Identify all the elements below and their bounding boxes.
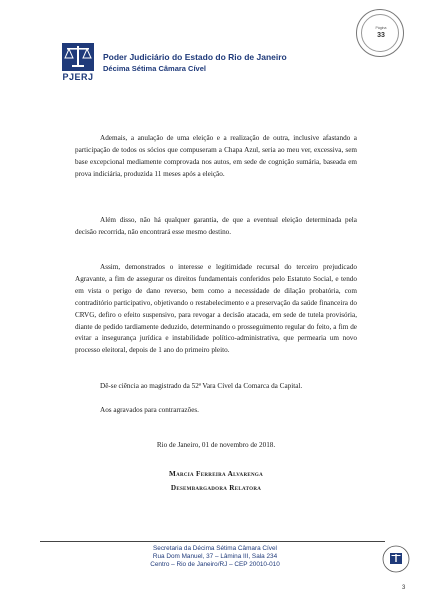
page-number: 3 bbox=[402, 585, 406, 591]
footer-line-3: Centro – Rio de Janeiro/RJ – CEP 20010-010 bbox=[150, 561, 280, 568]
paragraph-1: Ademais, a anulação de uma eleição e a realização de outra, inclusive afastando a participação de todos os sócios que compuseram a Chapa Azul, seria ao meu ver, excessiva, sem base excepcional mediamente comprovada nos autos, em sede de cognição sumária, baseada em prova indiciária, produzida 11 meses após a eleição. bbox=[75, 134, 357, 178]
logo-text: PJERJ bbox=[62, 72, 94, 82]
signer-name: Marcia Ferreira Alvarenga bbox=[168, 470, 264, 478]
document-header bbox=[60, 40, 300, 84]
date-line: Rio de Janeiro, 01 de novembro de 2018. bbox=[156, 441, 276, 449]
signer-title: Desembargadora Relatora bbox=[170, 484, 262, 492]
paragraph-2: Além disso, não há qualquer garantia, de que a eventual eleição determinada pela decisão recorrida, não encontrará esse mesmo destino. bbox=[75, 216, 357, 236]
stamp-page-number: 33 bbox=[377, 32, 385, 39]
footer-line-2: Rua Dom Manuel, 37 – Lâmina III, Sala 234 bbox=[152, 553, 278, 560]
paragraph-4: Dê-se ciência ao magistrado da 52ª Vara Cível da Comarca da Capital. bbox=[100, 382, 303, 390]
court-name: Poder Judiciário do Estado do Rio de Janeiro bbox=[103, 52, 287, 62]
chamber-name: Décima Sétima Câmara Cível bbox=[103, 64, 206, 73]
stamp-label: Página bbox=[375, 26, 387, 30]
paragraph-5: Aos agravados para contrarrazões. bbox=[100, 406, 199, 414]
page-stamp bbox=[356, 9, 404, 57]
paragraph-3: Assim, demonstrados o interesse e legitimidade recursal do terceiro prejudicado Agravante, a fim de assegurar os direitos fundamentais conferidos pelo Estatuto Social, e tendo em vista o perigo de dano reverso, bem como a necessidade de dilação probatória, com contraditório participativo, objetivando o restabelecimento e a preservação da saúde financeira do CRVG, defiro o efeito suspensivo, para revogar a decisão atacada, em sede de tutela provisória, diante de pedido tardiamente deduzido, determinando o prosseguimento regular do feito, a fim de evitar a insegurança jurídica e instabilidade político-administrativa, que permearia um novo processo eleitoral, depois de 1 ano do primeiro pleito. bbox=[75, 263, 357, 355]
chamber-seal-icon bbox=[381, 545, 411, 573]
footer-line-1: Secretaria da Décima Sétima Câmara Cível bbox=[153, 545, 277, 552]
footer-divider bbox=[40, 541, 385, 542]
